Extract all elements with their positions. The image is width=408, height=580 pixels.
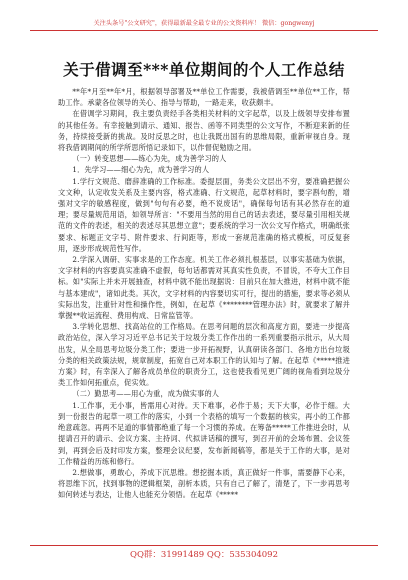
body-paragraph: 1.学行文规范、磨辞准确的工作标准。委提层面，务类公文层出不穷，要准确把握公文文种，认定收发关系及主要内容，格式准确、行文规范，起草材料时，要字斟句酌，增强对文字的敏感程度，做到"句句有必要，绝不说废话"，确保每句话有其必然存在的道理；要尽量规范用语，如领导所言："不要用当然的用自己的话去表述，要尽量引用相关规范的文件的表述，相关的表述尽其思想立意"；要系统的学习一次公文写作格式，明确纸张要求、标题正文字号、附件要求、行间距等，形成一套规范准确的格式模板，可反复套用，逐步形成规范性写作。 (58, 176, 350, 253)
body-paragraph: 1.工作事，无小事，皆需用心对待。天下难事，必作于易；天下大事，必作于细。大到一份报告的起草一项工作的落实，小到一个表格的填写一个数据的核实，再小的工作都绝意疏忽。再两不足道的事情都绝重了每一个习惯的养成。在筹备*****工作推进会时，从提请召开的请示、会议方案、主持词、代拟讲话稿的撰写，到召开前的会场布置、会议签到，再到会后及时印发方案，整理会议纪要，发布新闻稿等，都是关于工作的大事，是对工作精益的历练和修行。 (58, 400, 350, 466)
section-heading: （二）勤思考——用心为重，成为做实事的人 (72, 389, 220, 399)
document-body (58, 86, 350, 546)
body-paragraph: 3.学转化思想、找高站位的工作格局。在思考问题的层次和高度方面，要进一步提高政治站位，深入学习习近平总书记关于垃圾分类工作作出的一系列重要指示批示，从大局出发，从全局思考垃圾分类工作；要进一步开拓视野，认真研读各部门、各地方出台垃圾分类的相关政策法规，规章制度，拓宽自己对本职工作的认知与了解。在起草《*****推进方案》时，有幸深入了解各成员单位的职责分工，这也使我看见更广阔的视角看到垃圾分类工作如何拓重点，促实效。 (58, 322, 350, 388)
page-footer: QQ群：31991489 QQ：535304092 (129, 550, 278, 560)
section-heading: （一）转变思想——练心为先，成为善学习的人 (72, 154, 227, 164)
header-divider (30, 30, 378, 31)
body-paragraph: 在借调学习期间，我主要负责经手各类相关材料的文字起草，以及上级领导安排布置的其他任务。有幸接触到请示、通知、报告、函等不同类型的公文写作，不断迎来新的任务，持续接受新的挑战。及时反思之时，也让我既出国有的思维局限，重新审视自身。现将我借调期间的所学所思所悟记录如下，以作督促勉励之用。 (58, 109, 350, 153)
subsection-heading: 1．先学习——细心为先，成为善学习的人 (72, 165, 210, 175)
page-header: 关注头条号"公文研究"，获得最新最全最专业的公文资料库！ 微信：gongwenyj (93, 20, 315, 27)
body-paragraph: **年*月至**年*月，根据领导部署及**单位工作需要，我被借调至**单位**工作，帮助工作。承蒙各位领导的关心、指导与帮助，一路走来，收获颇丰。 (58, 87, 350, 108)
footer-divider (30, 545, 378, 546)
document-title: 关于借调至***单位期间的个人工作总结 (63, 60, 345, 79)
body-paragraph: 2.学深入调研、实事求是的工作态度。机关工作必须扎根基层，以事实基础为依据，文字材料的内容要真实准确不虚假，每句话都需对其真实性负责，不冒说，不夸大工作目标。如"实际上并未开展抽查，材料中就不能出现据说：目前只在加大推进，材料中就不能与基本建成"，诸如此类。其次，文字材料的内容要切实可行，提出的措施，要求等必须从实际出发，注重针对性和操作性，例如，在起草《********管理办法》时，就要求了解并掌握**收运流程、费用构成、日常监管等。 (58, 255, 350, 321)
body-paragraph: 2.想做事，勇敢心，养成下沉思维。想挖掘本质，真正做好一件事，需要静下心来，将思维下沉，找到事物的逻辑框架，剖析本质，只有自己了解了，清楚了，下一步再思考如何转述与表达，让他人也能充分领悟。在起草《***** (58, 467, 350, 500)
